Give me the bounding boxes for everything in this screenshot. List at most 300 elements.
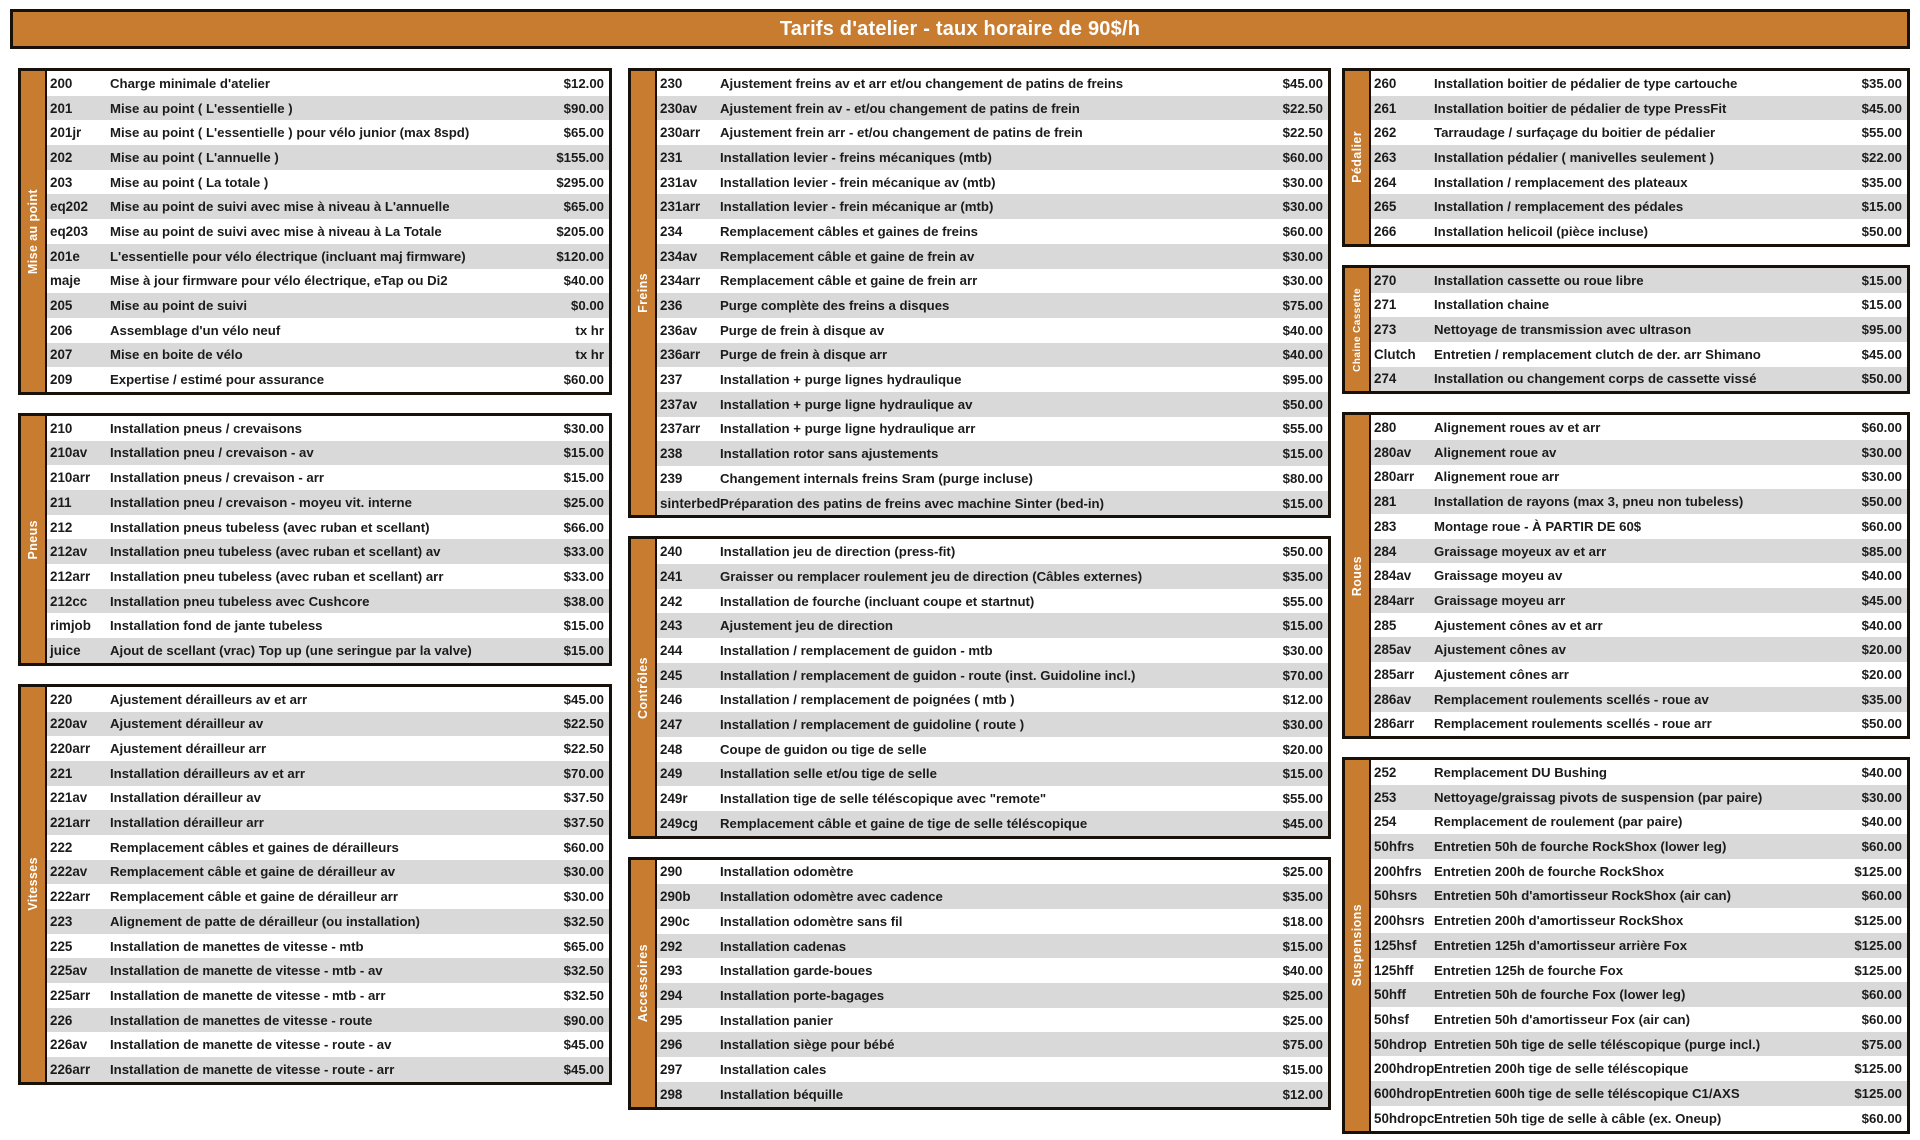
table-row xyxy=(657,194,1328,219)
service-code: 274 xyxy=(1374,371,1397,387)
table-row xyxy=(1371,859,1907,884)
table-row xyxy=(657,219,1328,244)
service-price: $35.00 xyxy=(1861,691,1902,707)
service-price: $35.00 xyxy=(1861,174,1902,190)
service-code: 252 xyxy=(1374,765,1397,781)
section-category-strip xyxy=(21,416,47,663)
service-description: Installation levier - frein mécanique ar (mtb) xyxy=(720,199,994,215)
service-code: 264 xyxy=(1374,174,1397,190)
price-table-section xyxy=(1342,68,1910,247)
service-price: $125.00 xyxy=(1854,1085,1902,1101)
service-description: Installation boitier de pédalier de type PressFit xyxy=(1434,100,1727,116)
service-code: 206 xyxy=(50,322,73,338)
service-description: Ajustement dérailleur av xyxy=(110,716,264,732)
service-code: 212av xyxy=(50,544,88,560)
service-code: 281 xyxy=(1374,494,1397,510)
table-row xyxy=(47,712,609,737)
section-rows xyxy=(47,416,609,663)
table-row xyxy=(47,786,609,811)
service-code: 290c xyxy=(660,913,690,929)
table-row xyxy=(47,318,609,343)
service-description: Installation pneus / crevaison - arr xyxy=(110,470,324,486)
service-code: 248 xyxy=(660,741,683,757)
table-row xyxy=(1371,982,1907,1007)
service-price: $50.00 xyxy=(1282,396,1323,412)
service-code: 273 xyxy=(1374,322,1397,338)
service-price: $30.00 xyxy=(1861,789,1902,805)
service-description: Installation / remplacement de guidoline ( route ) xyxy=(720,717,1025,733)
service-price: $30.00 xyxy=(563,889,604,905)
table-row xyxy=(657,466,1328,491)
service-description: Installation / remplacement des pédales xyxy=(1434,199,1684,215)
service-code: 262 xyxy=(1374,125,1397,141)
table-row xyxy=(47,96,609,121)
service-description: Ajustement cônes arr xyxy=(1434,666,1569,682)
section-label: Pédalier xyxy=(1350,131,1364,184)
service-price: $45.00 xyxy=(1861,100,1902,116)
table-row xyxy=(1371,465,1907,490)
service-price: $22.00 xyxy=(1861,149,1902,165)
table-row xyxy=(47,170,609,195)
table-row xyxy=(657,293,1328,318)
service-price: $55.00 xyxy=(1282,791,1323,807)
service-description: Installation cassette ou roue libre xyxy=(1434,272,1644,288)
service-price: $15.00 xyxy=(563,642,604,658)
table-row xyxy=(1371,1056,1907,1081)
service-price: $37.50 xyxy=(563,815,604,831)
table-row xyxy=(657,811,1328,836)
service-price: $15.00 xyxy=(1282,938,1323,954)
section-rows xyxy=(657,860,1328,1107)
table-row xyxy=(1371,687,1907,712)
page-title: Tarifs d'atelier - taux horaire de 90$/h xyxy=(779,17,1141,40)
service-code: 50hdropc xyxy=(1374,1110,1435,1126)
service-description: Ajustement freins av et arr et/ou changement de patins de freins xyxy=(720,75,1124,91)
price-column xyxy=(1342,68,1910,1134)
service-price: $205.00 xyxy=(556,223,604,239)
service-code: 280av xyxy=(1374,444,1412,460)
table-row xyxy=(47,465,609,490)
service-description: Installation de manettes de vitesse - mtb xyxy=(110,938,364,954)
service-description: Installation pneus tubeless (avec ruban et scellant) xyxy=(110,519,430,535)
service-description: Changement internals freins Sram (purge incluse) xyxy=(720,470,1033,486)
service-description: Charge minimale d'atelier xyxy=(110,75,270,91)
table-row xyxy=(657,983,1328,1008)
service-code: 230arr xyxy=(660,125,701,141)
service-price: $30.00 xyxy=(1282,717,1323,733)
service-code: sinterbed xyxy=(660,495,721,511)
service-price: $25.00 xyxy=(1282,987,1323,1003)
service-code: 125hff xyxy=(1374,962,1414,978)
service-price: $35.00 xyxy=(1282,568,1323,584)
service-description: Installation siège pour bébé xyxy=(720,1037,895,1053)
service-price: $45.00 xyxy=(563,1061,604,1077)
service-description: Préparation des patins de freins avec machine Sinter (bed-in) xyxy=(720,495,1105,511)
table-row xyxy=(47,884,609,909)
service-price: $60.00 xyxy=(563,839,604,855)
service-description: Purge de frein à disque av xyxy=(720,322,885,338)
service-price: $20.00 xyxy=(1861,642,1902,658)
service-code: 286av xyxy=(1374,691,1412,707)
service-code: 210 xyxy=(50,420,73,436)
service-price: $40.00 xyxy=(1861,617,1902,633)
table-row xyxy=(47,1008,609,1033)
section-rows xyxy=(657,71,1328,515)
service-price: $38.00 xyxy=(563,593,604,609)
service-description: Remplacement câble et gaine de frein arr xyxy=(720,273,978,289)
table-row xyxy=(1371,514,1907,539)
table-row xyxy=(47,367,609,392)
service-price: $22.50 xyxy=(1282,100,1323,116)
service-description: Entretien 50h d'amortisseur Fox (air can) xyxy=(1434,1011,1690,1027)
price-list-columns xyxy=(18,68,1910,1134)
service-price: $15.00 xyxy=(563,618,604,634)
table-row xyxy=(657,96,1328,121)
table-row xyxy=(657,638,1328,663)
section-category-strip xyxy=(1345,760,1371,1130)
table-row xyxy=(47,145,609,170)
service-code: 201jr xyxy=(50,125,82,141)
service-description: Installation pneu tubeless (avec ruban et scellant) arr xyxy=(110,568,444,584)
service-description: Entretien 125h d'amortisseur arrière Fox xyxy=(1434,937,1688,953)
service-price: $60.00 xyxy=(1861,1110,1902,1126)
service-description: Ajout de scellant (vrac) Top up (une seringue par la valve) xyxy=(110,642,472,658)
service-price: $30.00 xyxy=(1861,469,1902,485)
table-row xyxy=(47,515,609,540)
table-row xyxy=(1371,489,1907,514)
table-row xyxy=(1371,293,1907,318)
service-price: $95.00 xyxy=(1861,322,1902,338)
service-code: 253 xyxy=(1374,789,1397,805)
service-price: $35.00 xyxy=(1282,889,1323,905)
service-code: 285arr xyxy=(1374,666,1415,682)
service-code: 231av xyxy=(660,174,698,190)
service-code: 226av xyxy=(50,1037,88,1053)
table-row xyxy=(657,318,1328,343)
service-code: 220av xyxy=(50,716,88,732)
table-row xyxy=(1371,415,1907,440)
table-row xyxy=(1371,588,1907,613)
service-code: 242 xyxy=(660,593,683,609)
table-row xyxy=(1371,712,1907,737)
service-code: 261 xyxy=(1374,100,1397,116)
service-code: 236arr xyxy=(660,347,701,363)
table-row xyxy=(47,219,609,244)
service-price: $20.00 xyxy=(1861,666,1902,682)
table-row xyxy=(657,663,1328,688)
section-rows xyxy=(47,687,609,1082)
service-price: $60.00 xyxy=(1861,888,1902,904)
section-label: Vitesses xyxy=(26,857,40,912)
service-description: Mise au point de suivi avec mise à niveau à La Totale xyxy=(110,223,442,239)
table-row xyxy=(1371,219,1907,244)
table-row xyxy=(657,244,1328,269)
service-description: Installation de manette de vitesse - mtb - av xyxy=(110,963,383,979)
service-code: 234av xyxy=(660,248,698,264)
service-price: $32.50 xyxy=(563,913,604,929)
table-row xyxy=(657,712,1328,737)
service-code: 292 xyxy=(660,938,683,954)
service-price: $65.00 xyxy=(563,125,604,141)
section-rows xyxy=(47,71,609,392)
service-code: 225 xyxy=(50,938,73,954)
table-row xyxy=(1371,342,1907,367)
service-description: Graisser ou remplacer roulement jeu de direction (Câbles externes) xyxy=(720,568,1143,584)
service-description: Graissage moyeu av xyxy=(1434,568,1563,584)
table-row xyxy=(657,417,1328,442)
service-price: $15.00 xyxy=(1282,1061,1323,1077)
table-row xyxy=(1371,268,1907,293)
service-price: $60.00 xyxy=(1861,420,1902,436)
service-code: 212cc xyxy=(50,593,88,609)
service-price: $70.00 xyxy=(1282,667,1323,683)
service-description: Installation chaine xyxy=(1434,297,1550,313)
service-price: $15.00 xyxy=(1282,495,1323,511)
table-row xyxy=(657,688,1328,713)
service-description: Installation levier - freins mécaniques (mtb) xyxy=(720,149,992,165)
service-code: 286arr xyxy=(1374,716,1415,732)
service-description: Entretien 50h d'amortisseur RockShox (air can) xyxy=(1434,888,1732,904)
service-price: $55.00 xyxy=(1282,421,1323,437)
service-description: Installation selle et/ou tige de selle xyxy=(720,766,937,782)
service-description: Ajustement dérailleurs av et arr xyxy=(110,691,308,707)
service-code: eq202 xyxy=(50,199,88,215)
table-row xyxy=(1371,71,1907,96)
service-price: $155.00 xyxy=(556,149,604,165)
service-description: Nettoyage/graissag pivots de suspension (par paire) xyxy=(1434,789,1763,805)
service-price: $95.00 xyxy=(1282,372,1323,388)
table-row xyxy=(1371,834,1907,859)
service-code: 237 xyxy=(660,372,683,388)
service-price: $70.00 xyxy=(563,765,604,781)
service-price: $25.00 xyxy=(1282,1012,1323,1028)
service-code: 221av xyxy=(50,790,88,806)
table-row xyxy=(47,564,609,589)
service-price: $40.00 xyxy=(1282,963,1323,979)
service-code: 237av xyxy=(660,396,698,412)
table-row xyxy=(657,1082,1328,1107)
service-code: maje xyxy=(50,273,81,289)
table-row xyxy=(657,1057,1328,1082)
service-code: 246 xyxy=(660,692,683,708)
table-row xyxy=(1371,908,1907,933)
service-price: $15.00 xyxy=(1861,199,1902,215)
table-row xyxy=(1371,1032,1907,1057)
table-row xyxy=(657,860,1328,885)
service-description: Ajustement frein arr - et/ou changement de patins de frein xyxy=(720,125,1083,141)
table-row xyxy=(657,120,1328,145)
service-description: Remplacement de roulement (par paire) xyxy=(1434,814,1683,830)
service-code: 260 xyxy=(1374,75,1397,91)
service-description: Installation pneu tubeless (avec ruban et scellant) av xyxy=(110,544,441,560)
price-table-section xyxy=(1342,757,1910,1133)
service-code: 211 xyxy=(50,494,72,510)
service-code: 270 xyxy=(1374,272,1397,288)
service-description: Installation pneu / crevaison - av xyxy=(110,445,314,461)
service-code: 254 xyxy=(1374,814,1397,830)
service-description: Mise au point ( L'annuelle ) xyxy=(110,149,279,165)
service-price: $15.00 xyxy=(1861,297,1902,313)
table-row xyxy=(657,343,1328,368)
service-description: Installation + purge ligne hydraulique arr xyxy=(720,421,976,437)
service-description: Remplacement câble et gaine de dérailleur av xyxy=(110,864,396,880)
service-code: 225av xyxy=(50,963,88,979)
service-description: Entretien 50h tige de selle à câble (ex. Oneup) xyxy=(1434,1110,1722,1126)
service-price: $85.00 xyxy=(1861,543,1902,559)
service-code: 265 xyxy=(1374,199,1397,215)
table-row xyxy=(47,269,609,294)
service-code: 236 xyxy=(660,298,683,314)
table-row xyxy=(1371,933,1907,958)
service-description: Remplacement câble et gaine de tige de selle téléscopique xyxy=(720,815,1088,831)
service-price: $50.00 xyxy=(1861,716,1902,732)
service-price: $32.50 xyxy=(563,987,604,1003)
service-code: 249r xyxy=(660,791,688,807)
service-description: Installation porte-bagages xyxy=(720,987,885,1003)
service-price: $30.00 xyxy=(1282,174,1323,190)
service-price: $40.00 xyxy=(1861,568,1902,584)
price-column xyxy=(628,68,1331,1110)
service-description: Remplacement câbles et gaines de dérailleurs xyxy=(110,839,399,855)
table-row xyxy=(47,761,609,786)
service-description: Remplacement DU Bushing xyxy=(1434,765,1607,781)
service-description: Installation / remplacement de guidon - route (inst. Guidoline incl.) xyxy=(720,667,1136,683)
service-description: Ajustement cônes av xyxy=(1434,642,1566,658)
service-price: $30.00 xyxy=(1282,248,1323,264)
service-description: Installation / remplacement des plateaux xyxy=(1434,174,1688,190)
service-price: tx hr xyxy=(575,347,604,363)
table-row xyxy=(1371,96,1907,121)
service-price: $60.00 xyxy=(1861,518,1902,534)
table-row xyxy=(657,367,1328,392)
section-category-strip xyxy=(1345,71,1371,244)
table-row xyxy=(657,958,1328,983)
section-label: Pneus xyxy=(26,519,40,560)
price-table-section xyxy=(18,684,612,1085)
service-code: 243 xyxy=(660,618,683,634)
table-row xyxy=(47,539,609,564)
service-price: $50.00 xyxy=(1861,223,1902,239)
service-price: $45.00 xyxy=(1861,346,1902,362)
service-description: Installation pneu tubeless avec Cushcore xyxy=(110,593,370,609)
service-description: Coupe de guidon ou tige de selle xyxy=(720,741,927,757)
table-row xyxy=(657,71,1328,96)
service-price: $30.00 xyxy=(1282,642,1323,658)
service-price: $22.50 xyxy=(563,741,604,757)
service-code: 237arr xyxy=(660,421,701,437)
service-price: $30.00 xyxy=(1282,273,1323,289)
table-row xyxy=(47,983,609,1008)
service-code: 231 xyxy=(660,149,683,165)
service-code: 221arr xyxy=(50,815,91,831)
service-description: Installation fond de jante tubeless xyxy=(110,618,323,634)
service-price: $40.00 xyxy=(1282,347,1323,363)
service-price: $15.00 xyxy=(563,470,604,486)
service-code: 290b xyxy=(660,889,691,905)
price-table-section xyxy=(1342,265,1910,394)
section-category-strip xyxy=(1345,415,1371,736)
service-description: Installation dérailleur arr xyxy=(110,815,264,831)
service-code: 225arr xyxy=(50,987,91,1003)
table-row xyxy=(657,884,1328,909)
service-code: 244 xyxy=(660,642,683,658)
service-description: Entretien 50h de fourche Fox (lower leg) xyxy=(1434,987,1686,1003)
table-row xyxy=(657,269,1328,294)
price-table-section xyxy=(628,536,1331,838)
service-description: Purge de frein à disque arr xyxy=(720,347,888,363)
service-price: $45.00 xyxy=(563,691,604,707)
service-code: 249cg xyxy=(660,815,698,831)
service-price: $12.00 xyxy=(1282,692,1323,708)
table-row xyxy=(47,736,609,761)
service-description: Installation pédalier ( manivelles seulement ) xyxy=(1434,149,1714,165)
service-price: $15.00 xyxy=(1861,272,1902,288)
service-code: 298 xyxy=(660,1086,683,1102)
service-description: Installation helicoil (pièce incluse) xyxy=(1434,223,1648,239)
service-code: 202 xyxy=(50,149,73,165)
service-price: $45.00 xyxy=(1282,75,1323,91)
table-row xyxy=(657,491,1328,516)
service-price: $60.00 xyxy=(1861,987,1902,1003)
section-rows xyxy=(1371,71,1907,244)
table-row xyxy=(657,539,1328,564)
table-row xyxy=(47,958,609,983)
table-row xyxy=(1371,810,1907,835)
table-row xyxy=(657,1008,1328,1033)
service-price: $125.00 xyxy=(1854,962,1902,978)
service-code: 221 xyxy=(50,765,73,781)
service-description: Ajustement dérailleur arr xyxy=(110,741,267,757)
service-price: $125.00 xyxy=(1854,937,1902,953)
service-description: Mise au point ( L'essentielle ) pour vélo junior (max 8spd) xyxy=(110,125,470,141)
service-price: $35.00 xyxy=(1861,75,1902,91)
service-code: 600hdrop xyxy=(1374,1085,1435,1101)
service-description: Installation garde-boues xyxy=(720,963,873,979)
service-code: 240 xyxy=(660,544,683,560)
section-rows xyxy=(657,539,1328,835)
service-description: Installation rotor sans ajustements xyxy=(720,446,939,462)
service-code: 266 xyxy=(1374,223,1397,239)
section-category-strip xyxy=(631,539,657,835)
table-row xyxy=(1371,194,1907,219)
table-row xyxy=(657,613,1328,638)
table-row xyxy=(1371,170,1907,195)
table-row xyxy=(657,934,1328,959)
service-description: Graissage moyeux av et arr xyxy=(1434,543,1607,559)
table-row xyxy=(47,1057,609,1082)
service-description: Alignement roue av xyxy=(1434,444,1557,460)
service-code: 205 xyxy=(50,298,73,314)
service-price: $65.00 xyxy=(563,199,604,215)
table-row xyxy=(1371,958,1907,983)
table-row xyxy=(47,416,609,441)
service-description: Installation de manette de vitesse - mtb - arr xyxy=(110,987,386,1003)
service-code: 284 xyxy=(1374,543,1397,559)
service-code: juice xyxy=(50,642,81,658)
service-price: $45.00 xyxy=(1861,592,1902,608)
service-price: $75.00 xyxy=(1282,298,1323,314)
service-code: 234arr xyxy=(660,273,701,289)
service-code: eq203 xyxy=(50,223,88,239)
service-code: 293 xyxy=(660,963,683,979)
service-price: $0.00 xyxy=(570,298,604,314)
service-code: 297 xyxy=(660,1061,683,1077)
table-row xyxy=(1371,367,1907,392)
service-price: $60.00 xyxy=(1282,149,1323,165)
section-rows xyxy=(1371,415,1907,736)
service-description: Installation / remplacement de guidon - mtb xyxy=(720,642,993,658)
service-description: Mise à jour firmware pour vélo électrique, eTap ou Di2 xyxy=(110,273,448,289)
